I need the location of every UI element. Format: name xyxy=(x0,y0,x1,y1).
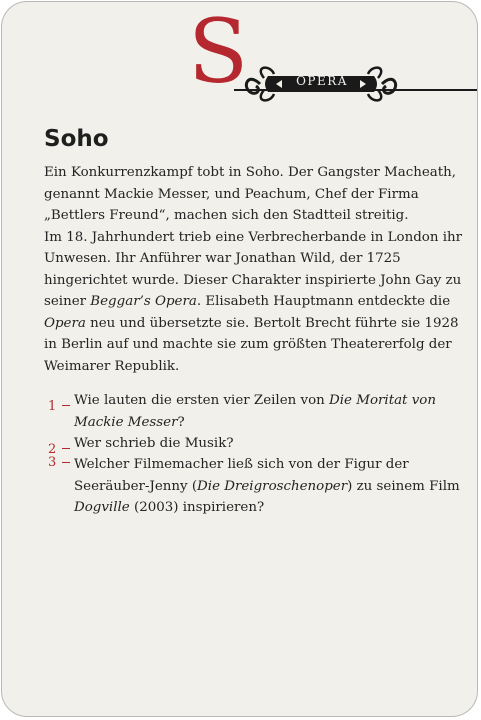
question-title: Die Moritat von Mackie Messer xyxy=(74,393,436,430)
question-dash xyxy=(62,448,70,449)
card-title: Soho xyxy=(44,126,109,152)
question-dash xyxy=(62,405,70,406)
paragraph-history-part: Im 18. Jahrhundert trieb eine Verbrecherbande in London ihr Unwesen. Ihr Anführer war Jonathan Wild, der 1725 hingerichtet wurde. Dieser Charakter inspirierte John Gay zu seiner xyxy=(44,229,463,309)
paragraph-history-part: neu und übersetzte sie. Bertolt Brecht führte sie 1928 in Berlin auf und machte sie zum größten Theatererfolg der Weimarer Republik. xyxy=(44,315,459,374)
question-title: Die Dreigroschenoper xyxy=(197,478,348,494)
question-text: ? xyxy=(177,414,185,430)
paragraph-history-title: Beggar’s Opera xyxy=(90,294,197,309)
paragraph-history xyxy=(44,227,464,378)
question-dash xyxy=(62,462,70,463)
card-body xyxy=(44,162,464,377)
question-item xyxy=(44,390,464,433)
question-title: Dogville xyxy=(74,500,130,515)
question-text: Wie lauten die ersten vier Zeilen von xyxy=(74,393,330,408)
category-letter: S xyxy=(188,1,249,103)
question-text: ) zu seinem Film xyxy=(347,478,460,494)
question-text: Welcher Filmemacher ließ sich von der Figur der Seeräuber-Jenny ( xyxy=(74,457,409,494)
question-item xyxy=(44,454,464,519)
question-number: 1 xyxy=(48,399,57,414)
category-banner xyxy=(240,64,402,104)
category-label: OPERA xyxy=(296,74,348,88)
question-text: (2003) inspirieren? xyxy=(129,500,265,515)
question-number: 3 xyxy=(48,455,57,470)
question-item xyxy=(44,433,464,457)
paragraph-intro: Ein Konkurrenzkampf tobt in Soho. Der Gangster Macheath, genannt Mackie Messer, und Peachum, Chef der Firma „Bettlers Freund“, machen sich den Stadtteil streitig. xyxy=(44,165,457,223)
question-text: Wer schrieb die Musik? xyxy=(74,436,234,451)
question-number: 2 xyxy=(48,442,57,457)
quiz-card xyxy=(1,1,478,717)
paragraph-history-part: . Elisabeth Hauptmann entdeckte die xyxy=(196,294,451,309)
question-list xyxy=(44,390,464,519)
paragraph-history-title: Opera xyxy=(44,315,86,331)
